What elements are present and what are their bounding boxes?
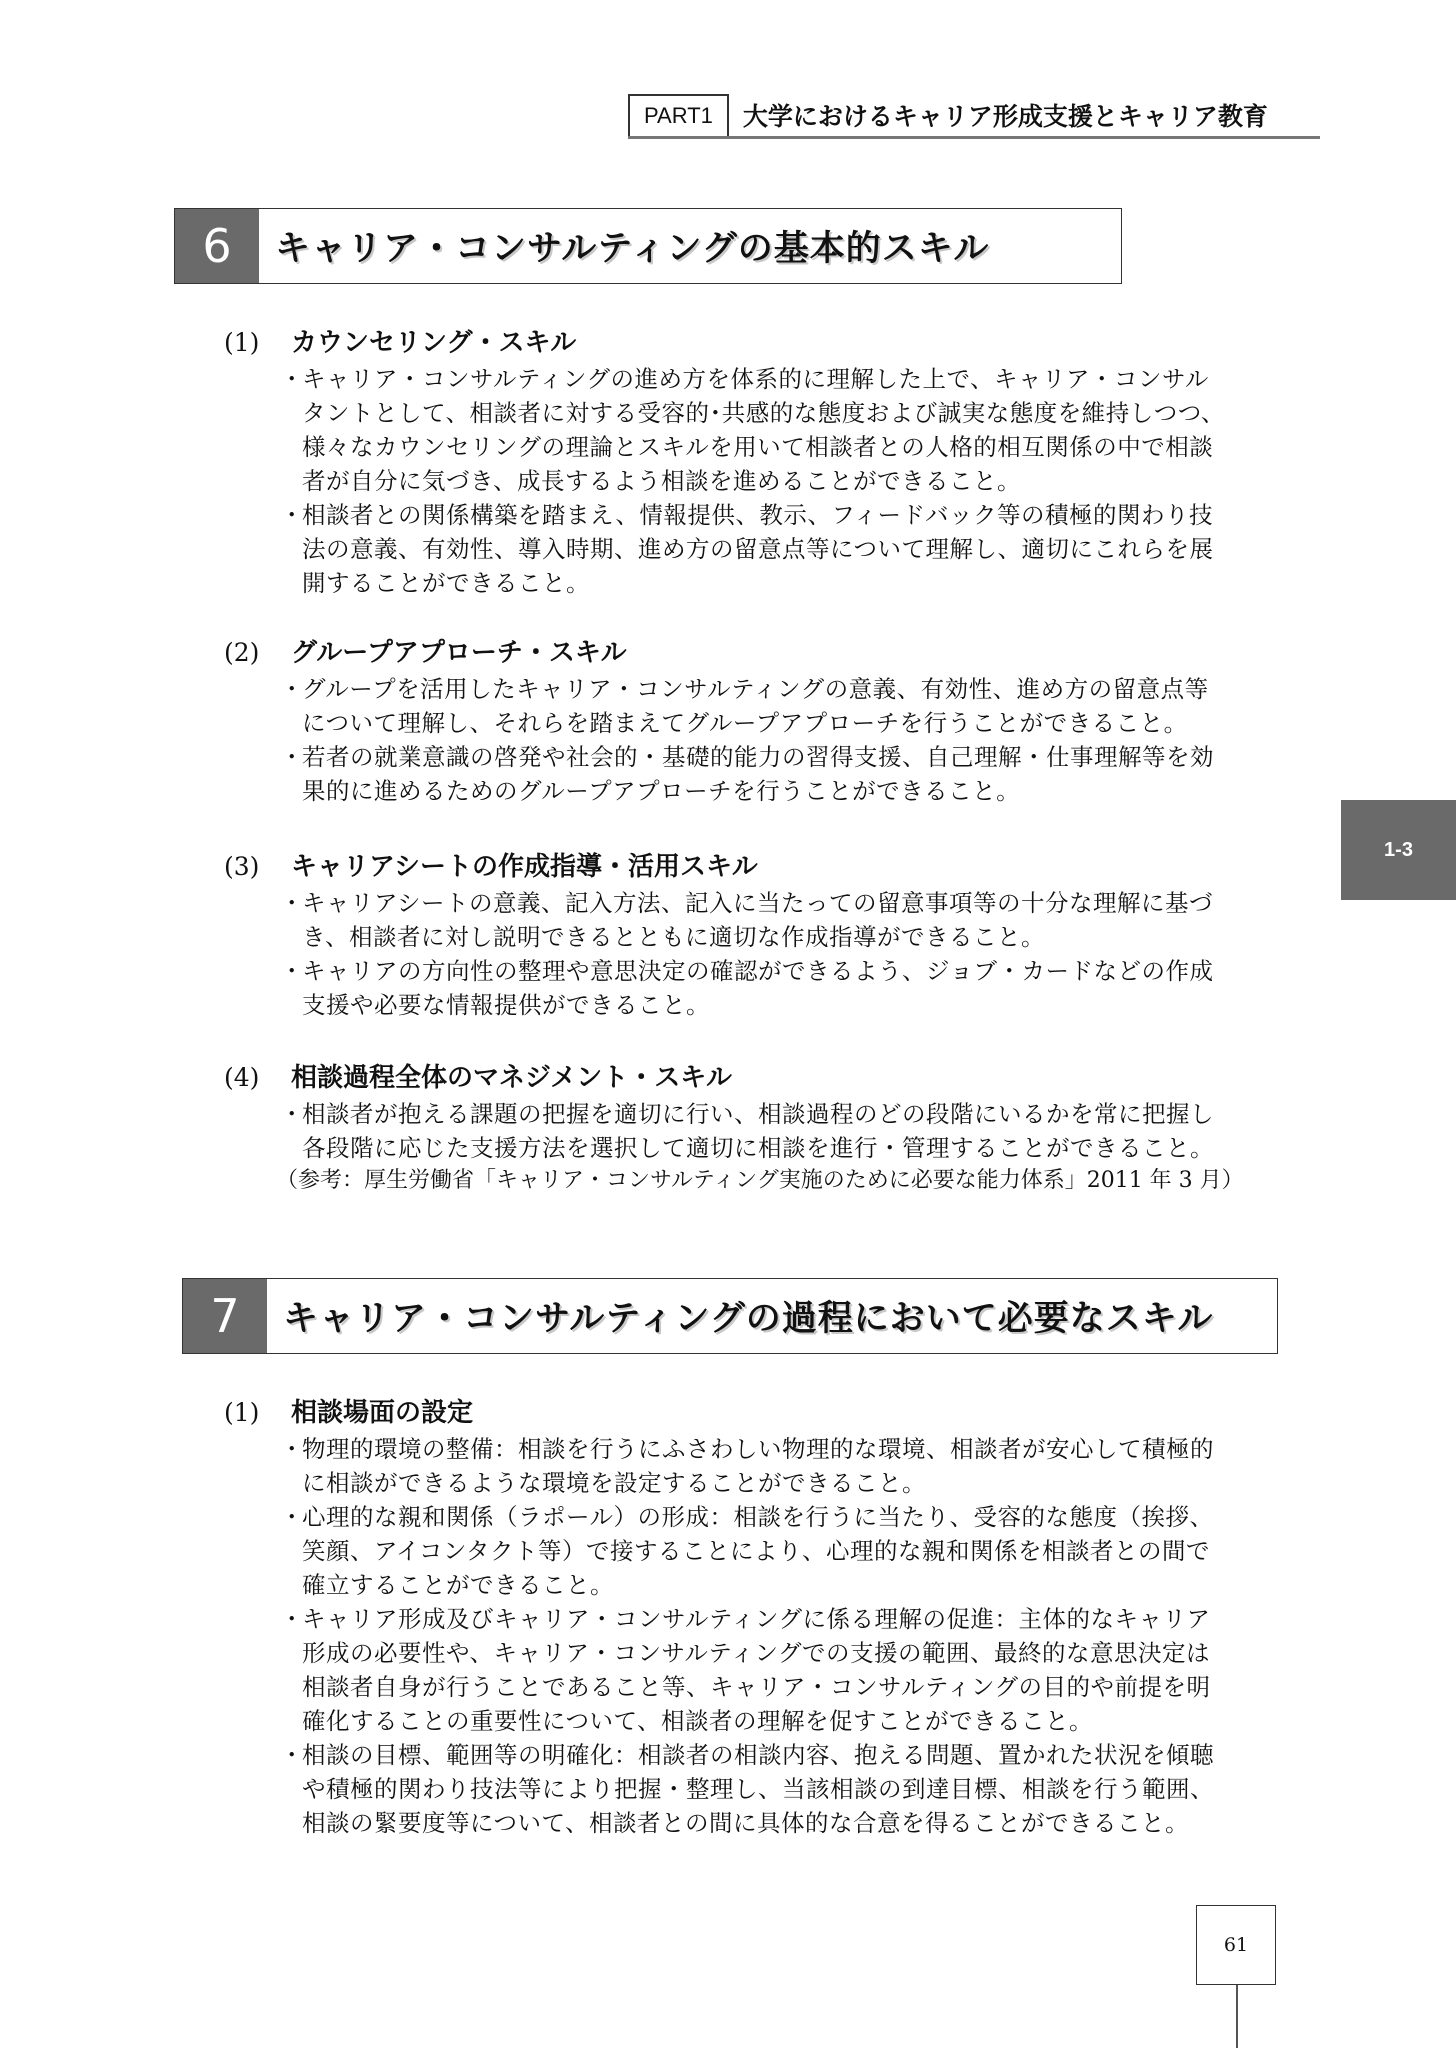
header-rule xyxy=(628,136,1320,139)
section-7-heading xyxy=(182,1278,1278,1354)
reference-note: （参考：厚生労働省「キャリア・コンサルティング実施のために必要な能力体系」2011 年 3 月） xyxy=(276,1168,1244,1193)
header-title: 大学におけるキャリア形成支援とキャリア教育 xyxy=(742,102,1268,131)
subsection-heading xyxy=(224,632,1284,672)
chapter-tab: 1-3 xyxy=(1341,800,1456,900)
subsection-6-3 xyxy=(224,846,1284,1022)
section-6-heading xyxy=(174,208,1122,284)
bullet-item: ・ 物理的環境の整備：相談を行うにふさわしい物理的な環境、相談者が安心して積極的 に相談ができるような環境を設定することができること。 xyxy=(280,1435,1214,1497)
bullet-item: ・ キャリア形成及びキャリア・コンサルティングに係る理解の促進：主体的なキャリア 形成の必要性や、キャリア・コンサルティングでの支援の範囲、最終的な意思決定は 相談者自身が行うことであること等、キャリア・コンサルティングの目的や前提を明 確化することの重要性について、相談者の理解を促すことができること。 xyxy=(280,1605,1211,1735)
bullet-item: ・ 心理的な親和関係（ラポール）の形成：相談を行うに当たり、受容的な態度（挨拶、 笑顔、アイコンタクト等）で接することにより、心理的な親和関係を相談者との間で 確立することができること。 xyxy=(280,1503,1214,1599)
subsection-number: (4) xyxy=(224,1063,260,1092)
subsection-7-1 xyxy=(224,1392,1284,1840)
subsection-number: (1) xyxy=(224,1398,260,1427)
bullet-item: ・ 相談者との関係構築を踏まえ、情報提供、教示、フィードバック等の積極的関わり技 法の意義、有効性、導入時期、進め方の留意点等について理解し、適切にこれらを展 開することができること。 xyxy=(280,501,1214,597)
section-number: 6 xyxy=(175,209,259,283)
subsection-6-4 xyxy=(224,1057,1284,1197)
subsection-title: 相談場面の設定 xyxy=(291,1398,474,1428)
bullet-item: ・ キャリアの方向性の整理や意思決定の確認ができるよう、ジョブ・カードなどの作成 支援や必要な情報提供ができること。 xyxy=(280,957,1214,1019)
subsection-title: カウンセリング・スキル xyxy=(291,328,577,358)
bullet-item: ・ 若者の就業意識の啓発や社会的・基礎的能力の習得支援、自己理解・仕事理解等を効 果的に進めるためのグループアプローチを行うことができること。 xyxy=(280,743,1214,805)
subsection-6-1 xyxy=(224,322,1284,600)
subsection-heading xyxy=(224,322,1284,362)
subsection-6-2 xyxy=(224,632,1284,808)
subsection-number: (2) xyxy=(224,638,260,667)
subsection-title: キャリアシートの作成指導・活用スキル xyxy=(291,852,758,882)
subsection-heading xyxy=(224,1057,1284,1097)
bullet-item: ・ グループを活用したキャリア・コンサルティングの意義、有効性、進め方の留意点等 について理解し、それらを踏まえてグループアプローチを行うことができること。 xyxy=(280,675,1209,737)
bullet-item: ・ 相談の目標、範囲等の明確化：相談者の相談内容、抱える問題、置かれた状況を傾聴 や積極的関わり技法等により把握・整理し、当該相談の到達目標、相談を行う範囲、 相談の緊要度等について、相談者との間に具体的な合意を得ることができること。 xyxy=(280,1741,1214,1837)
section-number: 7 xyxy=(183,1279,267,1353)
subsection-number: (1) xyxy=(224,328,260,357)
subsection-title: グループアプローチ・スキル xyxy=(291,638,627,668)
part-label: PART1 xyxy=(628,94,729,136)
running-header xyxy=(628,94,1268,136)
subsection-title: 相談過程全体のマネジメント・スキル xyxy=(291,1063,732,1093)
page-number: 61 xyxy=(1196,1905,1276,1985)
bullet-item: ・ キャリアシートの意義、記入方法、記入に当たっての留意事項等の十分な理解に基づ き、相談者に対し説明できるとともに適切な作成指導ができること。 xyxy=(280,889,1214,951)
bullet-item: ・ キャリア・コンサルティングの進め方を体系的に理解した上で、キャリア・コンサル タントとして、相談者に対する受容的･共感的な態度および誠実な態度を維持しつつ、 様々なカウンセリングの理論とスキルを用いて相談者との人格的相互関係の中で相談 者が自分に気づき、成長するよう相談を進めることができること。 xyxy=(280,365,1225,495)
section-title: キャリア・コンサルティングの基本的スキル xyxy=(275,229,990,269)
section-title: キャリア・コンサルティングの過程において必要なスキル xyxy=(283,1299,1214,1339)
bullet-item: ・ 相談者が抱える課題の把握を適切に行い、相談過程のどの段階にいるかを常に把握し 各段階に応じた支援方法を選択して適切に相談を進行・管理することができること。 xyxy=(280,1100,1214,1162)
subsection-number: (3) xyxy=(224,852,260,881)
page-number-rule xyxy=(1236,1985,1238,2048)
subsection-heading xyxy=(224,846,1284,886)
subsection-heading xyxy=(224,1392,1284,1432)
